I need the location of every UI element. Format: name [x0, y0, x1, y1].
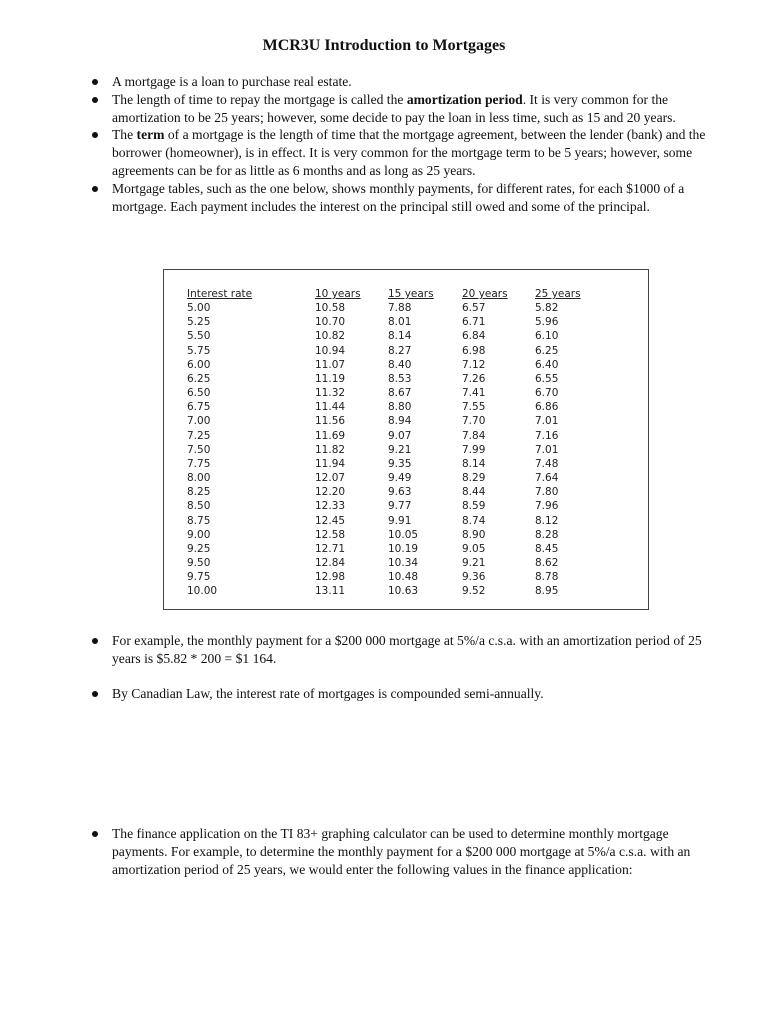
cell-25-years: 7.01 [535, 415, 559, 428]
cell-25-years: 6.10 [535, 330, 559, 343]
cell-20-years: 9.36 [462, 571, 486, 584]
bullet-dot [92, 831, 98, 837]
cell-25-years: 7.48 [535, 457, 559, 470]
mortgage-payment-table [187, 287, 595, 598]
table-row [187, 400, 595, 414]
table-row [187, 358, 595, 372]
cell-15-years: 8.14 [388, 330, 412, 343]
header-20-years: 20 years [462, 288, 508, 300]
cell-interest-rate: 6.00 [187, 358, 211, 371]
cell-10-years: 10.94 [315, 344, 346, 357]
cell-10-years: 13.11 [315, 585, 346, 598]
cell-15-years: 8.01 [388, 316, 412, 329]
cell-interest-rate: 5.25 [187, 316, 211, 329]
cell-10-years: 11.44 [315, 401, 346, 414]
law-bullet-list [86, 685, 726, 703]
cell-20-years: 7.12 [462, 358, 486, 371]
table-row [187, 414, 595, 428]
cell-interest-rate: 6.25 [187, 372, 211, 385]
example-bullet-list [86, 632, 726, 668]
cell-20-years: 7.84 [462, 429, 486, 442]
cell-interest-rate: 6.50 [187, 387, 211, 400]
bullet-text-after: of a mortgage is the length of time that the mortgage agreement, between the lender (bank) and the borrower (homeowner), is in effect. It is very common for the mortgage term to be 5 years; however, some agreements can be for as little as 6 months and as long as 25 years. [112, 127, 706, 178]
cell-interest-rate: 9.00 [187, 528, 211, 541]
cell-interest-rate: 7.50 [187, 443, 211, 456]
cell-20-years: 8.74 [462, 514, 486, 527]
cell-interest-rate: 5.00 [187, 302, 211, 315]
cell-10-years: 12.84 [315, 556, 346, 569]
cell-25-years: 7.64 [535, 472, 559, 485]
cell-25-years: 8.45 [535, 542, 559, 555]
cell-interest-rate: 8.75 [187, 514, 211, 527]
cell-interest-rate: 6.75 [187, 401, 211, 414]
cell-15-years: 8.27 [388, 344, 412, 357]
bullet-mortgage-tables [86, 180, 726, 216]
bullet-dot [92, 79, 98, 85]
cell-20-years: 6.84 [462, 330, 486, 343]
cell-15-years: 7.88 [388, 302, 412, 315]
cell-10-years: 12.07 [315, 472, 346, 485]
cell-25-years: 8.62 [535, 556, 559, 569]
cell-20-years: 7.26 [462, 372, 486, 385]
bullet-finance-application [86, 825, 726, 878]
intro-bullet-list [86, 73, 726, 215]
table-row [187, 443, 595, 457]
cell-20-years: 8.59 [462, 500, 486, 513]
page-title: MCR3U Introduction to Mortgages [262, 37, 506, 54]
cell-10-years: 12.20 [315, 486, 346, 499]
cell-interest-rate: 9.75 [187, 571, 211, 584]
cell-10-years: 11.56 [315, 415, 346, 428]
table-row [187, 329, 595, 343]
cell-10-years: 11.69 [315, 429, 346, 442]
cell-25-years: 7.01 [535, 443, 559, 456]
cell-20-years: 6.98 [462, 344, 486, 357]
finance-bullet-list [86, 825, 726, 878]
cell-10-years: 11.94 [315, 457, 346, 470]
bullet-text-before: The length of time to repay the mortgage is called the [112, 91, 407, 107]
cell-20-years: 9.52 [462, 585, 486, 598]
cell-10-years: 12.98 [315, 571, 346, 584]
table-row [187, 570, 595, 584]
cell-15-years: 9.07 [388, 429, 412, 442]
cell-10-years: 12.71 [315, 542, 346, 555]
cell-20-years: 8.90 [462, 528, 486, 541]
table-row [187, 457, 595, 471]
table-row [187, 499, 595, 513]
header-25-years: 25 years [535, 288, 581, 300]
cell-20-years: 9.21 [462, 556, 486, 569]
bullet-mortgage-term [86, 126, 726, 179]
cell-10-years: 11.82 [315, 443, 346, 456]
header-15-years: 15 years [388, 288, 434, 300]
cell-interest-rate: 9.50 [187, 556, 211, 569]
cell-interest-rate: 9.25 [187, 542, 211, 555]
bullet-dot [92, 638, 98, 644]
cell-10-years: 11.07 [315, 358, 346, 371]
cell-interest-rate: 5.50 [187, 330, 211, 343]
cell-25-years: 8.28 [535, 528, 559, 541]
cell-15-years: 10.19 [388, 542, 419, 555]
cell-15-years: 9.91 [388, 514, 412, 527]
bullet-dot [92, 186, 98, 192]
cell-15-years: 10.48 [388, 571, 419, 584]
bullet-dot [92, 132, 98, 138]
table-row [187, 315, 595, 329]
bullet-canadian-law [86, 685, 726, 703]
cell-20-years: 7.55 [462, 401, 486, 414]
cell-25-years: 6.70 [535, 387, 559, 400]
table-row [187, 301, 595, 315]
cell-interest-rate: 7.25 [187, 429, 211, 442]
cell-25-years: 5.96 [535, 316, 559, 329]
bullet-text: Mortgage tables, such as the one below, shows monthly payments, for different rates, for each $1000 of a mortgage. Each payment includes the interest on the principal still owed and some of the principal. [112, 180, 685, 214]
cell-15-years: 10.34 [388, 556, 419, 569]
bold-term-term: term [136, 127, 165, 143]
cell-15-years: 8.40 [388, 358, 412, 371]
table-row [187, 372, 595, 386]
cell-20-years: 7.41 [462, 387, 486, 400]
cell-15-years: 9.35 [388, 457, 412, 470]
cell-20-years: 7.99 [462, 443, 486, 456]
cell-15-years: 9.21 [388, 443, 412, 456]
table-row [187, 485, 595, 499]
bold-term-amortization-period: amortization period [406, 91, 523, 107]
cell-20-years: 8.14 [462, 457, 486, 470]
cell-15-years: 9.63 [388, 486, 412, 499]
cell-10-years: 10.82 [315, 330, 346, 343]
cell-15-years: 8.94 [388, 415, 412, 428]
cell-20-years: 7.70 [462, 415, 486, 428]
cell-interest-rate: 7.75 [187, 457, 211, 470]
cell-15-years: 8.80 [388, 401, 412, 414]
cell-10-years: 10.70 [315, 316, 346, 329]
cell-15-years: 9.49 [388, 472, 412, 485]
cell-20-years: 8.29 [462, 472, 486, 485]
bullet-text: For example, the monthly payment for a $200 000 mortgage at 5%/a c.s.a. with an amortization period of 25 years is $5.82 * 200 = $1 164. [112, 633, 702, 666]
bullet-text: The finance application on the TI 83+ graphing calculator can be used to determine monthly mortgage payments. For example, to determine the monthly payment for a $200 000 mortgage at 5%/a c.s.a. with an amortization period of 25 years, we would enter the following values in the finance application: [112, 826, 691, 877]
mortgage-table-frame [163, 269, 649, 610]
cell-15-years: 8.53 [388, 372, 412, 385]
cell-10-years: 11.19 [315, 372, 346, 385]
header-interest-rate: Interest rate [187, 288, 253, 300]
cell-25-years: 7.80 [535, 486, 559, 499]
table-row [187, 514, 595, 528]
cell-15-years: 9.77 [388, 500, 412, 513]
table-body [187, 301, 595, 598]
bullet-dot [92, 97, 98, 103]
cell-15-years: 10.05 [388, 528, 419, 541]
cell-20-years: 6.57 [462, 302, 486, 315]
cell-interest-rate: 8.00 [187, 472, 211, 485]
cell-10-years: 12.45 [315, 514, 346, 527]
bullet-text-before: The [112, 127, 137, 143]
header-10-years: 10 years [315, 288, 361, 300]
table-row [187, 471, 595, 485]
cell-25-years: 8.12 [535, 514, 559, 527]
cell-25-years: 6.25 [535, 344, 559, 357]
cell-20-years: 9.05 [462, 542, 486, 555]
cell-25-years: 6.55 [535, 372, 559, 385]
cell-10-years: 11.32 [315, 387, 346, 400]
table-row [187, 386, 595, 400]
table-row [187, 528, 595, 542]
bullet-text-after: . It is very common for the amortization to be 25 years; however, some decide to pay the loan in less time, such as 15 and 20 years. [112, 91, 676, 125]
table-row [187, 429, 595, 443]
cell-20-years: 6.71 [462, 316, 486, 329]
bullet-example [86, 632, 726, 668]
cell-25-years: 5.82 [535, 302, 559, 315]
table-row [187, 556, 595, 570]
cell-15-years: 10.63 [388, 585, 419, 598]
bullet-amortization-period [86, 91, 726, 127]
cell-20-years: 8.44 [462, 486, 486, 499]
cell-interest-rate: 8.25 [187, 486, 211, 499]
cell-10-years: 12.58 [315, 528, 346, 541]
cell-interest-rate: 8.50 [187, 500, 211, 513]
cell-25-years: 7.16 [535, 429, 559, 442]
cell-interest-rate: 7.00 [187, 415, 211, 428]
cell-interest-rate: 10.00 [187, 585, 218, 598]
bullet-dot [92, 691, 98, 697]
cell-interest-rate: 5.75 [187, 344, 211, 357]
cell-10-years: 10.58 [315, 302, 346, 315]
bullet-text: By Canadian Law, the interest rate of mortgages is compounded semi-annually. [112, 686, 544, 701]
bullet-text: A mortgage is a loan to purchase real estate. [112, 74, 352, 89]
cell-25-years: 6.40 [535, 358, 559, 371]
cell-25-years: 8.78 [535, 571, 559, 584]
table-header-row [187, 287, 595, 301]
cell-25-years: 6.86 [535, 401, 559, 414]
table-row [187, 344, 595, 358]
table-row [187, 584, 595, 598]
cell-15-years: 8.67 [388, 387, 412, 400]
table-row [187, 542, 595, 556]
cell-25-years: 7.96 [535, 500, 559, 513]
cell-10-years: 12.33 [315, 500, 346, 513]
cell-25-years: 8.95 [535, 585, 559, 598]
bullet-mortgage-definition [86, 73, 726, 91]
